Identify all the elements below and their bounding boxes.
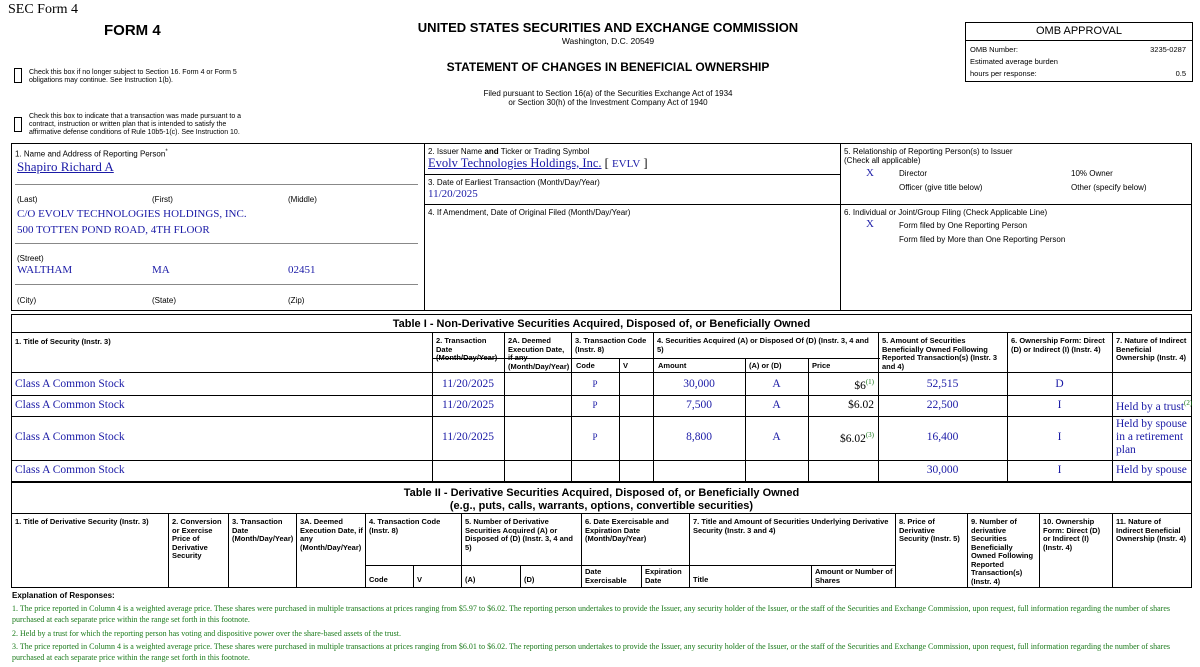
row3-form: I	[1057, 431, 1062, 443]
t1-col-owned: 5. Amount of Securities Beneficially Owned Following Reported Transaction(s) (Instr. 3 and 4)	[882, 336, 998, 371]
omb-title: OMB APPROVAL	[1036, 25, 1122, 37]
table-1-title: Table I - Non-Derivative Securities Acquired, Disposed of, or Beneficially Owned	[392, 318, 811, 330]
t2-col-conversion: 2. Conversion or Exercise Price of Derivative Security	[172, 517, 222, 560]
t2-col-price: 8. Price of Derivative Security (Instr. 5)	[899, 517, 960, 543]
t1-col-date: 2. Transaction Date (Month/Day/Year)	[436, 336, 498, 362]
issuer-name-line: Evolv Technologies Holdings, Inc. [ EVLV ]	[428, 156, 648, 170]
city-label: (City)	[17, 296, 37, 305]
zip-label: (Zip)	[288, 296, 305, 305]
omb-number-label: OMB Number:	[970, 45, 1018, 54]
t2-sub-exercisable: Date Exercisable	[585, 567, 627, 585]
address-line-1: C/O EVOLV TECHNOLOGIES HOLDINGS, INC.	[17, 208, 247, 220]
rule10b5-checkbox-text: Check this box to indicate that a transaction was made pursuant to a contract, instruction or written plan that is intended to satisfy the affirmative defense conditions of Rule 10b5-1(c). See Instruction 10.	[29, 113, 242, 136]
row3-date: 11/20/2025	[442, 431, 494, 443]
filed-pursuant-line-1: Filed pursuant to Section 16(a) of the Securities Exchange Act of 1934	[483, 89, 733, 98]
row3-price: $6.02$^{(3)}$	[839, 431, 874, 445]
form-title: FORM 4	[104, 22, 161, 39]
row1-form: D	[1055, 378, 1064, 390]
omb-number-value: 3235-0287	[1150, 45, 1186, 54]
row3-owned: 16,400	[926, 431, 959, 443]
t1-col-acquired: 4. Securities Acquired (A) or Disposed Of (D) (Instr. 3, 4 and 5)	[657, 336, 869, 354]
footnote-1: 1. The price reported in Column 4 is a weighted average price. These shares were purchased in multiple transactions at prices ranging from $5.97 to $6.02. The reporting person undertakes to provide the Issuer, any security holder of the Issuer, or the staff of the Securities and Exchange Commission, upon request, full information regarding the number of shares purchased at each separate price within the range set forth in this footnote.	[12, 604, 1170, 624]
omb-burden-label: Estimated average burden	[970, 57, 1058, 66]
t1-col-nature: 7. Nature of Indirect Beneficial Ownership (Instr. 4)	[1116, 336, 1187, 362]
row3-title: Class A Common Stock	[15, 431, 125, 443]
sec-form-label: SEC Form 4	[8, 2, 79, 17]
agency-location: Washington, D.C. 20549	[561, 36, 655, 46]
row2-aord: A	[772, 399, 781, 411]
amendment-date-label: 4. If Amendment, Date of Original Filed (Month/Day/Year)	[428, 208, 631, 217]
row2-title: Class A Common Stock	[15, 399, 125, 411]
t2-col-deemed: 3A. Deemed Execution Date, if any (Month/Day/Year)	[300, 517, 363, 552]
t2-col-underlying: 7. Title and Amount of Securities Underlying Derivative Security (Instr. 3 and 4)	[693, 517, 889, 535]
t1-col-form: 6. Ownership Form: Direct (D) or Indirect (I) (Instr. 4)	[1011, 336, 1105, 354]
row1-code: P	[592, 379, 598, 389]
row1-aord: A	[772, 378, 781, 390]
middle-name-label: (Middle)	[288, 195, 317, 204]
row2-nature: Held by a trust$^{(2)}$	[1116, 399, 1193, 413]
earliest-transaction-label: 3. Date of Earliest Transaction (Month/Day/Year)	[428, 178, 600, 187]
row4-nature: Held by spouse	[1116, 464, 1187, 476]
statement-title: STATEMENT OF CHANGES IN BENEFICIAL OWNERSHIP	[446, 60, 770, 74]
address-line-2: 500 TOTTEN POND ROAD, 4TH FLOOR	[17, 224, 210, 236]
issuer-name-link[interactable]: Evolv Technologies Holdings, Inc.	[428, 156, 602, 170]
t2-col-exercisable: 6. Date Exercisable and Expiration Date (Month/Day/Year)	[585, 517, 669, 543]
section16-checkbox[interactable]	[14, 68, 22, 83]
more-persons-option: Form filed by More than One Reporting Person	[899, 235, 1066, 244]
one-person-option: Form filed by One Reporting Person	[899, 221, 1028, 230]
row4-form: I	[1057, 464, 1062, 476]
row4-title: Class A Common Stock	[15, 464, 125, 476]
row3-aord: A	[772, 431, 781, 443]
row2-date: 11/20/2025	[442, 399, 494, 411]
t2-col-number: 5. Number of Derivative Securities Acquired (A) or Disposed of (D) (Instr. 3, 4 and 5)	[465, 517, 573, 552]
t2-sub-code: Code	[369, 575, 388, 584]
t2-sub-a: (A)	[465, 575, 476, 584]
t1-sub-aord: (A) or (D)	[749, 361, 782, 370]
t1-sub-code: Code	[576, 361, 595, 370]
row3-code: P	[592, 432, 598, 442]
table-2-title: Table II - Derivative Securities Acquired, Disposed of, or Beneficially Owned	[403, 487, 800, 499]
explanation-heading: Explanation of Responses:	[12, 591, 115, 600]
street-label: (Street)	[17, 254, 44, 263]
t1-sub-amount: Amount	[658, 361, 687, 370]
t2-sub-title: Title	[693, 575, 709, 584]
t2-col-title: 1. Title of Derivative Security (Instr. 3)	[15, 517, 149, 526]
relationship-label: 5. Relationship of Reporting Person(s) to Issuer	[844, 147, 1013, 156]
t2-col-form: 10. Ownership Form: Direct (D) or Indirect (I) (Instr. 4)	[1043, 517, 1101, 552]
section16-checkbox-text: Check this box if no longer subject to Section 16. Form 4 or Form 5 obligations may continue. See Instruction 1(b).	[29, 69, 237, 84]
row1-price: $6$^{(1)}$	[854, 378, 874, 392]
row2-owned: 22,500	[926, 399, 959, 411]
reporting-person-name[interactable]: Shapiro Richard A	[17, 159, 114, 174]
filed-pursuant-line-2: or Section 30(h) of the Investment Company Act of 1940	[508, 98, 708, 107]
t2-col-date: 3. Transaction Date (Month/Day/Year)	[232, 517, 294, 543]
zip-value: 02451	[288, 264, 316, 276]
row3-nature: Held by spouse in a retirement plan	[1116, 418, 1187, 456]
row4-owned: 30,000	[926, 464, 959, 476]
footnote-3: 3. The price reported in Column 4 is a weighted average price. These shares were purchased in multiple transactions at prices ranging from $6.01 to $6.02. The reporting person undertakes to provide the Issuer, any security holder of the Issuer, or the staff of the Securities and Exchange Commission, upon request, full information regarding the number of shares purchased at each separate price within the range set forth in this footnote.	[12, 642, 1170, 662]
row2-form: I	[1057, 399, 1062, 411]
row1-amount: 30,000	[683, 378, 715, 390]
officer-option: Officer (give title below)	[899, 183, 983, 192]
rule10b5-checkbox[interactable]	[14, 117, 22, 132]
ten-percent-owner-option: 10% Owner	[1071, 169, 1113, 178]
t2-sub-expiration: Expiration Date	[645, 567, 682, 585]
t2-col-code: 4. Transaction Code (Instr. 8)	[369, 517, 441, 535]
first-name-label: (First)	[152, 195, 173, 204]
city-value: WALTHAM	[17, 264, 73, 276]
omb-hours-label: hours per response:	[970, 69, 1037, 78]
last-name-label: (Last)	[17, 195, 38, 204]
omb-approval-box	[965, 22, 1193, 82]
t2-col-nature: 11. Nature of Indirect Beneficial Ownership (Instr. 4)	[1116, 517, 1187, 543]
agency-title: UNITED STATES SECURITIES AND EXCHANGE COMMISSION	[417, 20, 799, 35]
t1-sub-price: Price	[812, 361, 831, 370]
t1-col-code: 3. Transaction Code (Instr. 8)	[575, 336, 647, 354]
omb-hours-value: 0.5	[1175, 69, 1186, 78]
row2-amount: 7,500	[686, 399, 712, 411]
t2-sub-d: (D)	[524, 575, 535, 584]
other-option: Other (specify below)	[1071, 183, 1147, 192]
t2-sub-v: V	[417, 575, 423, 584]
t1-sub-v: V	[623, 361, 629, 370]
row2-code: P	[592, 400, 598, 410]
t2-sub-amount: Amount or Number of Shares	[815, 567, 893, 585]
footnote-2: 2. Held by a trust for which the reporting person has voting and dispositive power over the share-based assets of the trust.	[12, 629, 402, 638]
state-value: MA	[152, 264, 170, 276]
row2-price: $6.02	[848, 399, 874, 411]
row1-date: 11/20/2025	[442, 378, 494, 390]
director-check-mark: X	[866, 167, 874, 179]
table-2-subtitle: (e.g., puts, calls, warrants, options, convertible securities)	[449, 500, 754, 512]
state-label: (State)	[152, 296, 177, 305]
t2-col-owned: 9. Number of derivative Securities Beneficially Owned Following Reported Transaction(s) (Instr. 4)	[971, 517, 1034, 586]
one-person-check-mark: X	[866, 218, 874, 230]
relationship-sublabel: (Check all applicable)	[844, 156, 921, 165]
issuer-ticker: EVLV	[611, 158, 641, 170]
t1-col-title: 1. Title of Security (Instr. 3)	[15, 337, 111, 346]
row1-title: Class A Common Stock	[15, 378, 125, 390]
issuer-label: 2. Issuer Name and Ticker or Trading Symbol	[428, 147, 590, 156]
director-option: Director	[899, 169, 928, 178]
reporting-person-label: 1. Name and Address of Reporting Person*	[15, 149, 168, 159]
row3-amount: 8,800	[686, 431, 712, 443]
earliest-transaction-date: 11/20/2025	[428, 188, 478, 200]
filing-type-label: 6. Individual or Joint/Group Filing (Check Applicable Line)	[844, 208, 1048, 217]
t1-col-deemed: 2A. Deemed Execution Date, if any (Month/Day/Year)	[508, 336, 570, 371]
row1-owned: 52,515	[926, 378, 959, 390]
